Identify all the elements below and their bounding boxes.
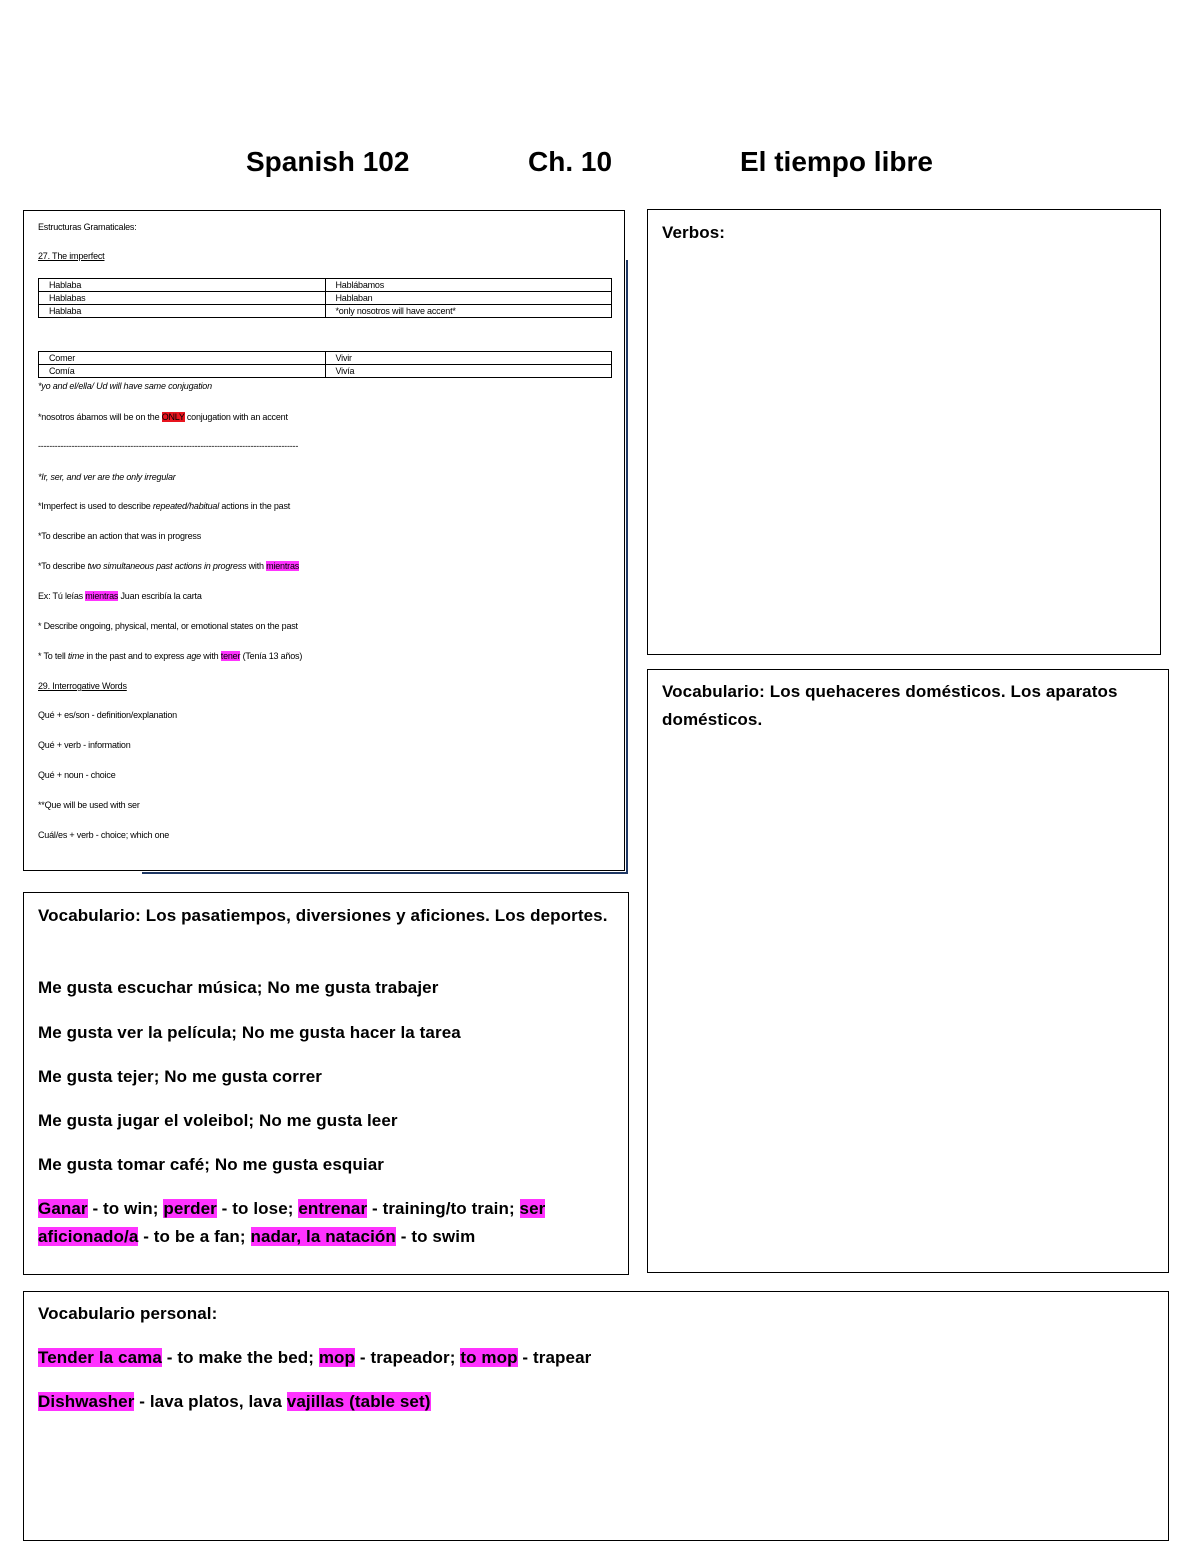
note-nosotros-accent [38,411,288,423]
note-same-conjugation: *yo and el/ella/ Ud will have same conjugation [38,381,212,391]
interrogative-line: Qué + es/son - definition/explanation [38,710,177,720]
highlight-only: ONLY [161,412,185,422]
vocab-chores-heading: Vocabulario: Los quehaceres domésticos. Los aparatos domésticos. [662,682,1118,729]
grammar-box [23,210,625,871]
chapter-title: Ch. 10 [528,146,613,177]
vocab-sentence: Me gusta tomar café; No me gusta esquiar [38,1155,384,1174]
topic-title: El tiempo libre [740,146,933,177]
term-def: - trapear [517,1348,592,1367]
term-perder: perder [163,1199,217,1218]
term-ser-aficionado: ser aficionado/a [38,1199,546,1246]
highlight-tener: tener [220,651,241,661]
divider-line: --------------------------------------------------------------------------------------------- [38,441,299,451]
table-cell: Hablaba [39,305,326,318]
vocab-chores-box [647,669,1169,1273]
vocab-sentence: Me gusta jugar el voleibol; No me gusta leer [38,1111,398,1130]
example-sentence [38,590,202,602]
table-cell: *only nosotros will have accent* [325,305,612,318]
term-mop: mop [318,1348,356,1367]
term-def: - lava platos, lava [134,1392,287,1411]
interrogative-line: **Que will be used with ser [38,800,140,810]
note-time-age [38,650,302,662]
note-text: *To describe [38,561,88,571]
section-29-title: 29. Interrogative Words [38,681,127,691]
note-simultaneous [38,560,299,572]
table-row [39,292,612,305]
note-text: Ex: Tú leías [38,591,86,601]
verbos-box [647,209,1161,655]
term-def: - to make the bed; [161,1348,319,1367]
course-title: Spanish 102 [246,146,410,177]
vocab-personal-box [23,1291,1169,1541]
term-vajillas: vajillas (table set) [286,1392,431,1411]
term-def: - training/to train; [367,1199,520,1218]
table-cell: Comía [39,365,326,378]
note-italic: repeated/habitual [152,501,220,511]
vocab-sentence: Me gusta tejer; No me gusta correr [38,1067,322,1086]
table-cell: Vivía [325,365,612,378]
term-def: - to swim [395,1227,476,1246]
note-text: * To tell [38,651,68,661]
interrogative-line: Qué + noun - choice [38,770,116,780]
table-cell: Hablaban [325,292,612,305]
table-row [39,365,612,378]
note-text: with [246,561,267,571]
vocab-sentence: Me gusta escuchar música; No me gusta trabajer [38,978,439,997]
conjugation-table-er-ir [38,351,612,378]
note-text: in the past and to express [84,651,187,661]
note-imperfect-use [38,500,290,512]
vocab-personal-heading: Vocabulario personal: [38,1304,218,1323]
term-entrenar: entrenar [298,1199,368,1218]
section-27-title: 27. The imperfect [38,251,105,261]
note-text: actions in the past [219,501,291,511]
note-text: *nosotros ábamos will be on the [38,412,162,422]
note-text: (Tenía 13 años) [240,651,303,661]
note-states: * Describe ongoing, physical, mental, or emotional states on the past [38,621,298,631]
vocab-personal-line [38,1388,1154,1416]
vocab-hobbies-heading: Vocabulario: Los pasatiempos, diversiones y aficiones. Los deportes. [38,906,608,925]
vocab-sentence: Me gusta ver la película; No me gusta hacer la tarea [38,1023,461,1042]
table-cell: Hablábamos [325,279,612,292]
vocab-personal-line [38,1344,1154,1372]
term-def: - to win; [87,1199,164,1218]
table-cell: Hablabas [39,292,326,305]
table-cell: Hablaba [39,279,326,292]
table-cell: Comer [39,352,326,365]
note-text: with [200,651,221,661]
highlight-mientras: mientras [266,561,300,571]
note-text: *Imperfect is used to describe [38,501,153,511]
table-row [39,305,612,318]
verbos-heading: Verbos: [662,223,726,242]
term-def: - to be a fan; [138,1227,251,1246]
term-nadar: nadar, la natación [250,1227,396,1246]
note-italic: time [67,651,85,661]
term-def: - to lose; [216,1199,299,1218]
note-italic: two simultaneous past actions in progress [87,561,247,571]
note-text: conjugation with an accent [184,412,288,422]
table-row [39,352,612,365]
interrogative-line: Qué + verb - information [38,740,131,750]
note-progress: *To describe an action that was in progress [38,531,201,541]
vocab-terms [38,1195,614,1251]
grammar-heading: Estructuras Gramaticales: [38,222,137,232]
note-irregular: *Ir, ser, and ver are the only irregular [38,472,176,482]
table-cell: Vivir [325,352,612,365]
term-tender-la-cama: Tender la cama [38,1348,162,1367]
term-dishwasher: Dishwasher [38,1392,135,1411]
highlight-mientras: mientras [85,591,119,601]
term-to-mop: to mop [460,1348,518,1367]
vocab-hobbies-box [23,892,629,1275]
conjugation-table-ar [38,278,612,318]
term-def: - trapeador; [355,1348,461,1367]
note-italic: age [186,651,201,661]
interrogative-line: Cuál/es + verb - choice; which one [38,830,170,840]
table-row [39,279,612,292]
note-text: Juan escribía la carta [118,591,202,601]
term-ganar: Ganar [38,1199,88,1218]
